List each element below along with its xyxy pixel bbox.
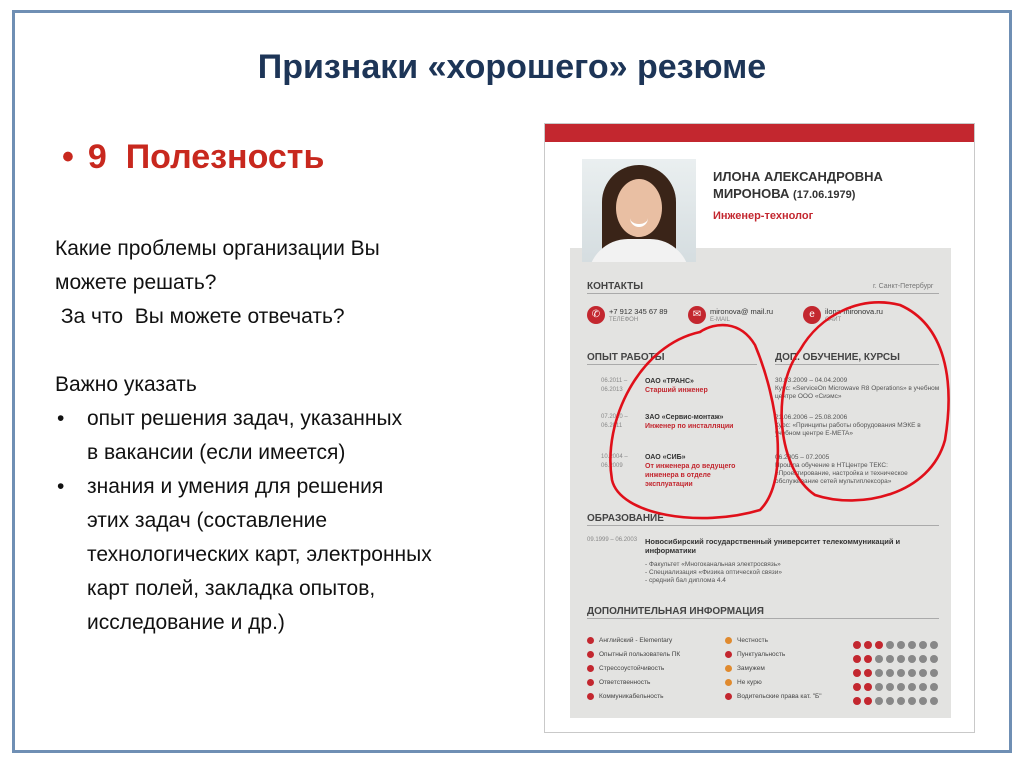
level-dot (908, 655, 916, 663)
bullet-line: исследование и др.) (87, 611, 285, 634)
level-dot (864, 655, 872, 663)
course-entry: 30.03.2009 – 04.04.2009 Курс: «ServiceOn Microwave R8 Operations» в учебном центре ООО «Сиэмс» (775, 377, 940, 400)
question-line: За что Вы можете отвечать? (55, 305, 345, 328)
level-dot (886, 655, 894, 663)
education-dates: 09.1999 – 06.2003 (587, 537, 638, 543)
experience-header: ОПЫТ РАБОТЫ (587, 352, 665, 363)
job-entry: 07.2010 – 06.2011 ЗАО «Сервис-монтаж» Инженер по инсталляции (601, 414, 734, 430)
skill-item: Английский - Elementary (587, 634, 672, 647)
portrait-photo (582, 159, 696, 262)
skill-level-row (853, 636, 941, 646)
important-label: Важно указать (55, 373, 197, 396)
trait-item: Пунктуальность (725, 648, 785, 661)
level-dot (930, 669, 938, 677)
education-school: Новосибирский государственный университет телекоммуникаций и информатики (645, 537, 901, 555)
level-dot (930, 655, 938, 663)
resume-city: г. Санкт-Петербург (873, 283, 934, 290)
level-dot (897, 641, 905, 649)
level-dot (908, 683, 916, 691)
extra-header: ДОПОЛНИТЕЛЬНАЯ ИНФОРМАЦИЯ (587, 606, 764, 617)
heading-text: 9 Полезность (87, 138, 325, 176)
resume-image (544, 123, 975, 733)
bullet-item (55, 402, 535, 470)
level-dot (864, 697, 872, 705)
trait-item: Водительские права кат. "Б" (725, 690, 822, 703)
level-dot (886, 683, 894, 691)
bullet-line: знания и умения для решения (87, 475, 384, 498)
level-dot (886, 641, 894, 649)
skill-item: Ответственность (587, 676, 650, 689)
bullet-line: этих задач (составление (87, 509, 328, 532)
level-dot (908, 669, 916, 677)
bullet-line: технологических карт, электронных (87, 543, 432, 566)
slide-body (55, 232, 535, 640)
level-dot (930, 697, 938, 705)
level-dot (930, 641, 938, 649)
bullet-line: карт полей, закладка опытов, (87, 577, 376, 600)
skill-level-row (853, 664, 941, 674)
level-dot (897, 655, 905, 663)
level-dot (919, 669, 927, 677)
divider (587, 525, 939, 526)
skill-item: Опытный пользователь ПК (587, 648, 680, 661)
resume-name (713, 168, 883, 204)
name-line: ИЛОНА АЛЕКСАНДРОВНА (713, 169, 883, 184)
course-entry: 06.2005 – 07.2005 Прошла обучение в НТЦентре ТЕКС: «Проектирование, настройка и техническое обслуживание сетей мультиплексора» (775, 454, 908, 485)
heading-bullet: • (62, 138, 74, 176)
trait-item: Честность (725, 634, 768, 647)
level-dot (919, 683, 927, 691)
level-dot (853, 641, 861, 649)
level-dot (853, 683, 861, 691)
skill-level-row (853, 692, 941, 702)
level-dot (875, 683, 883, 691)
course-entry: 21.06.2006 – 25.08.2006 Курс: «Принципы работы оборудования МЭКЕ в учебном центре E-META» (775, 414, 921, 437)
level-dot (897, 669, 905, 677)
bullet-list (55, 402, 535, 640)
level-dot (864, 669, 872, 677)
skill-item: Коммуникабельность (587, 690, 664, 703)
section-heading (62, 138, 324, 177)
level-dot (864, 641, 872, 649)
question-line: можете решать? (55, 271, 217, 294)
contacts-header: КОНТАКТЫ (587, 281, 644, 292)
trait-item: Не курю (725, 676, 762, 689)
level-dot (886, 669, 894, 677)
bullet-line: в вакансии (если имеется) (87, 441, 346, 464)
level-dot (875, 669, 883, 677)
level-dot (853, 669, 861, 677)
name-line: МИРОНОВА (713, 186, 790, 201)
level-dot (886, 697, 894, 705)
job-entry: 06.2011 – 06.2013 ОАО «ТРАНС» Старший инженер (601, 378, 708, 394)
phone-icon: ✆ (587, 306, 605, 324)
skill-level-row (853, 650, 941, 660)
level-dot (864, 683, 872, 691)
job-entry: 10.2004 – 06.2009 ОАО «СИБ» От инженера до ведущего инженера в отделе эксплуатации (601, 454, 736, 488)
level-dot (853, 697, 861, 705)
skill-item: Стрессоустойчивость (587, 662, 664, 675)
trait-item: Замужем (725, 662, 765, 675)
contact-site: ilona-mironova.ru САЙТ (825, 307, 883, 323)
level-dot (853, 655, 861, 663)
level-dot (897, 683, 905, 691)
skill-level-row (853, 678, 941, 688)
level-dot (875, 697, 883, 705)
level-dot (919, 641, 927, 649)
slide-title: Признаки «хорошего» резюме (257, 48, 767, 86)
level-dot (919, 655, 927, 663)
web-icon: e (803, 306, 821, 324)
level-dot (875, 641, 883, 649)
divider (587, 364, 757, 365)
level-dot (908, 697, 916, 705)
level-dot (875, 655, 883, 663)
bullet-line: опыт решения задач, указанных (87, 407, 403, 430)
education-details: - Факультет «Многоканальная электросвязь» - Специализация «Физика оптической связи» - средний бал диплома 4.4 (645, 561, 783, 584)
bullet-item (55, 470, 535, 640)
level-dot (908, 641, 916, 649)
divider (587, 293, 939, 294)
divider (775, 364, 939, 365)
divider (587, 618, 939, 619)
level-dot (897, 697, 905, 705)
resume-top-bar (545, 124, 974, 142)
level-dot (919, 697, 927, 705)
level-dot (930, 683, 938, 691)
courses-header: ДОП. ОБУЧЕНИЕ, КУРСЫ (775, 352, 900, 363)
mail-icon: ✉ (688, 306, 706, 324)
contact-email: mironova@ mail.ru E-MAIL (710, 307, 774, 323)
date-of-birth: (17.06.1979) (793, 189, 856, 201)
resume-job-title: Инженер-технолог (713, 210, 814, 222)
question-line: Какие проблемы организации Вы (55, 237, 380, 260)
contact-phone: +7 912 345 67 89 ТЕЛЕФОН (609, 307, 668, 323)
education-header: ОБРАЗОВАНИЕ (587, 513, 664, 524)
